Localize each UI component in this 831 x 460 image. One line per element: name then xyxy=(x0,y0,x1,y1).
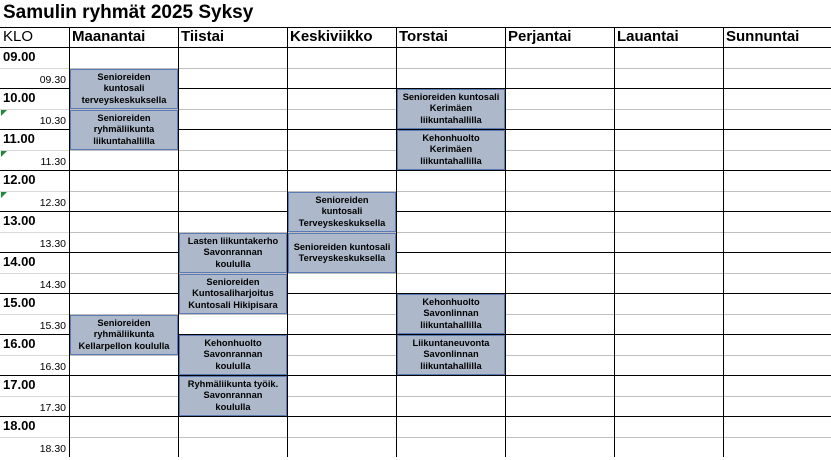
event-block[interactable] xyxy=(70,69,178,109)
row-line xyxy=(0,416,831,417)
comment-marker xyxy=(1,192,7,198)
time-label[interactable]: 10.30 xyxy=(39,115,66,127)
event-block[interactable] xyxy=(288,233,396,273)
row-line xyxy=(69,191,831,192)
time-label[interactable]: 13.00 xyxy=(3,213,36,228)
day-header-sunnuntai[interactable]: Sunnuntai xyxy=(726,28,800,45)
event-text: Kehonhuolto Savonlinnan liikuntahallilla xyxy=(420,297,482,330)
event-block[interactable] xyxy=(179,376,287,416)
event-block[interactable] xyxy=(179,274,287,314)
event-block[interactable] xyxy=(179,335,287,375)
event-text: Senioreiden kuntosali Terveyskeskuksella xyxy=(293,241,391,263)
row-line-time-col xyxy=(0,232,69,233)
event-block[interactable] xyxy=(397,130,505,170)
time-label[interactable]: 14.00 xyxy=(3,254,36,269)
time-label[interactable]: 12.00 xyxy=(3,172,36,187)
event-text: Senioreiden ryhmäliikunta liikuntahallilla xyxy=(93,113,155,146)
sheet-title[interactable]: Samulin ryhmät 2025 Syksy xyxy=(3,2,254,23)
day-header-lauantai[interactable]: Lauantai xyxy=(617,28,679,45)
event-text: Senioreiden Kuntosaliharjoitus Kuntosali Hikipisara xyxy=(188,277,278,310)
row-line-time-col xyxy=(0,150,69,151)
event-text: Lasten liikuntakerho Savonrannan koululla xyxy=(187,236,279,269)
time-label[interactable]: 18.00 xyxy=(3,418,36,433)
time-label[interactable]: 15.00 xyxy=(3,295,36,310)
time-label[interactable]: 16.30 xyxy=(39,361,66,373)
day-header-keskiviikko[interactable]: Keskiviikko xyxy=(290,28,373,45)
event-text: Kehonhuolto Kerimäen liikuntahallilla xyxy=(420,133,482,166)
event-block[interactable] xyxy=(397,335,505,375)
time-label[interactable]: 18.30 xyxy=(39,443,66,455)
row-line-time-col xyxy=(0,273,69,274)
event-block[interactable] xyxy=(397,89,505,129)
event-text: Senioreiden kuntosali Kerimäen liikuntahallilla xyxy=(402,92,500,125)
column-line xyxy=(723,27,724,457)
day-header-tiistai[interactable]: Tiistai xyxy=(181,28,225,45)
event-block[interactable] xyxy=(70,315,178,355)
day-header-torstai[interactable]: Torstai xyxy=(399,28,448,45)
column-line xyxy=(614,27,615,457)
time-label[interactable]: 17.00 xyxy=(3,377,36,392)
time-label[interactable]: 10.00 xyxy=(3,90,36,105)
time-label[interactable]: 11.30 xyxy=(40,156,66,168)
event-block[interactable] xyxy=(70,110,178,150)
event-text: Senioreiden ryhmäliikunta Kellarpellon koululla xyxy=(78,318,170,351)
event-block[interactable] xyxy=(288,192,396,232)
column-line xyxy=(505,27,506,457)
row-line-time-col xyxy=(0,396,69,397)
row-line-time-col xyxy=(0,68,69,69)
row-line-time-col xyxy=(0,355,69,356)
event-text: Senioreiden kuntosali terveyskeskuksella xyxy=(81,72,167,105)
row-line-time-col xyxy=(0,437,69,438)
event-block[interactable] xyxy=(179,233,287,273)
time-label[interactable]: 17.30 xyxy=(39,402,66,414)
row-line-time-col xyxy=(0,191,69,192)
day-header-perjantai[interactable]: Perjantai xyxy=(508,28,572,45)
time-label[interactable]: 09.00 xyxy=(3,49,36,64)
row-line xyxy=(0,375,831,376)
row-line xyxy=(0,170,831,171)
event-text: Ryhmäliikunta työik. Savonrannan koululla xyxy=(187,379,279,412)
row-line xyxy=(69,437,831,438)
row-line-time-col xyxy=(0,109,69,110)
row-line-time-col xyxy=(0,314,69,315)
event-block[interactable] xyxy=(397,294,505,334)
time-label[interactable]: 15.30 xyxy=(39,320,66,332)
event-text: Senioreiden kuntosali Terveyskeskuksella xyxy=(298,195,386,228)
row-line xyxy=(0,211,831,212)
row-line xyxy=(0,252,831,253)
time-label[interactable]: 13.30 xyxy=(39,238,66,250)
time-label[interactable]: 12.30 xyxy=(39,197,66,209)
comment-marker xyxy=(1,151,7,157)
row-line xyxy=(69,68,831,69)
time-label[interactable]: 14.30 xyxy=(39,279,66,291)
event-text: Liikuntaneuvonta Savonlinnan liikuntahallilla xyxy=(412,338,490,371)
time-label[interactable]: 11.00 xyxy=(3,131,35,146)
time-label[interactable]: 16.00 xyxy=(3,336,36,351)
klo-header[interactable]: KLO xyxy=(3,28,34,45)
day-header-maanantai[interactable]: Maanantai xyxy=(72,28,146,45)
event-text: Kehonhuolto Savonrannan koululla xyxy=(203,338,263,371)
comment-marker xyxy=(1,110,7,116)
row-line xyxy=(0,47,831,48)
time-label[interactable]: 09.30 xyxy=(39,74,66,86)
